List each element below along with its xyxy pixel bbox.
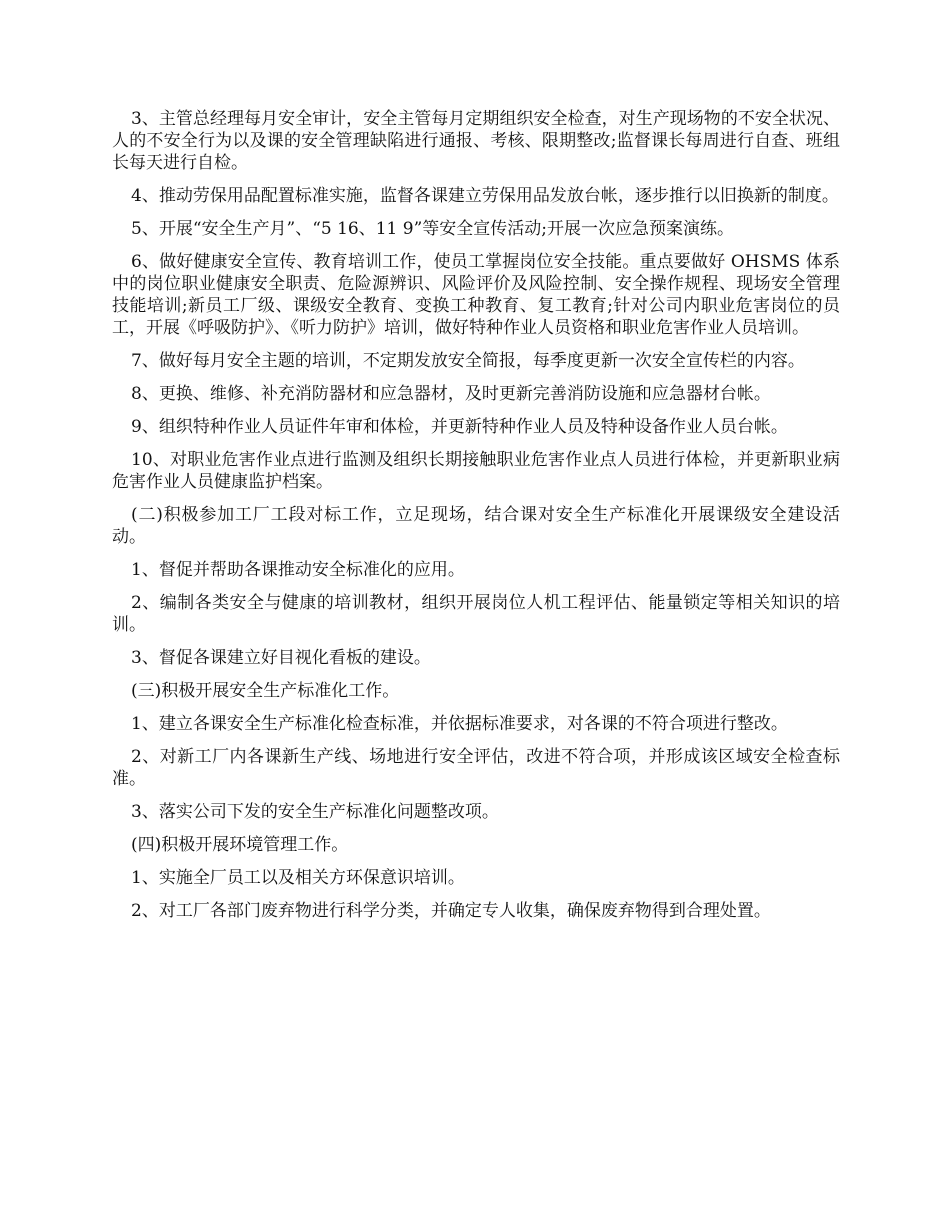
section-heading-2: (二)积极参加工厂工段对标工作，立足现场，结合课对安全生产标准化开展课级安全建设活动。 [112, 505, 840, 547]
paragraph-14: 3、落实公司下发的安全生产标准化问题整改项。 [131, 802, 499, 822]
paragraph-6: 8、更换、维修、补充消防器材和应急器材，及时更新完善消防设施和应急器材台帐。 [131, 384, 771, 404]
paragraph-2: 4、推动劳保用品配置标准实施，监督各课建立劳保用品发放台帐，逐步推行以旧换新的制度。 [131, 186, 839, 206]
paragraph-13: 2、对新工厂内各课新生产线、场地进行安全评估，改进不符合项，并形成该区域安全检查标准。 [112, 747, 840, 789]
section-heading-4: (四)积极开展环境管理工作。 [131, 835, 349, 855]
paragraph-5: 7、做好每月安全主题的培训，不定期发放安全简报，每季度更新一次安全宣传栏的内容。 [131, 351, 805, 371]
paragraph-16: 2、对工厂各部门废弃物进行科学分类，并确定专人收集，确保废弃物得到合理处置。 [131, 901, 771, 921]
paragraph-4: 6、做好健康安全宣传、教育培训工作，使员工掌握岗位安全技能。重点要做好 OHSMS 体系中的岗位职业健康安全职责、危险源辨识、风险评价及风险控制、安全操作规程、现场安全管理技能培训;新员工厂级、课级安全教育、变换工种教育、复工教育;针对公司内职业危害岗位的员工，开展《呼吸防护》、《听力防护》培训，做好特种作业人员资格和职业危害作业人员培训。 [112, 252, 840, 338]
paragraph-11: 3、督促各课建立好目视化看板的建设。 [131, 648, 431, 668]
paragraph-12: 1、建立各课安全生产标准化检查标准，并依据标准要求，对各课的不符合项进行整改。 [131, 714, 788, 734]
section-heading-3: (三)积极开展安全生产标准化工作。 [131, 681, 400, 701]
paragraph-15: 1、实施全厂员工以及相关方环保意识培训。 [131, 868, 465, 888]
paragraph-8: 10、对职业危害作业点进行监测及组织长期接触职业危害作业点人员进行体检，并更新职业病危害作业人员健康监护档案。 [112, 450, 840, 492]
paragraph-3: 5、开展“安全生产月”、“5 16、11 9”等安全宣传活动;开展一次应急预案演练。 [131, 219, 735, 239]
paragraph-10: 2、编制各类安全与健康的培训教材，组织开展岗位人机工程评估、能量锁定等相关知识的培训。 [112, 593, 840, 635]
paragraph-7: 9、组织特种作业人员证件年审和体检，并更新特种作业人员及特种设备作业人员台帐。 [131, 417, 788, 437]
paragraph-9: 1、督促并帮助各课推动安全标准化的应用。 [131, 560, 465, 580]
document-page [112, 108, 840, 933]
paragraph-1: 3、主管总经理每月安全审计，安全主管每月定期组织安全检查，对生产现场物的不安全状况、人的不安全行为以及课的安全管理缺陷进行通报、考核、限期整改;监督课长每周进行自查、班组长每天进行自检。 [112, 109, 840, 173]
